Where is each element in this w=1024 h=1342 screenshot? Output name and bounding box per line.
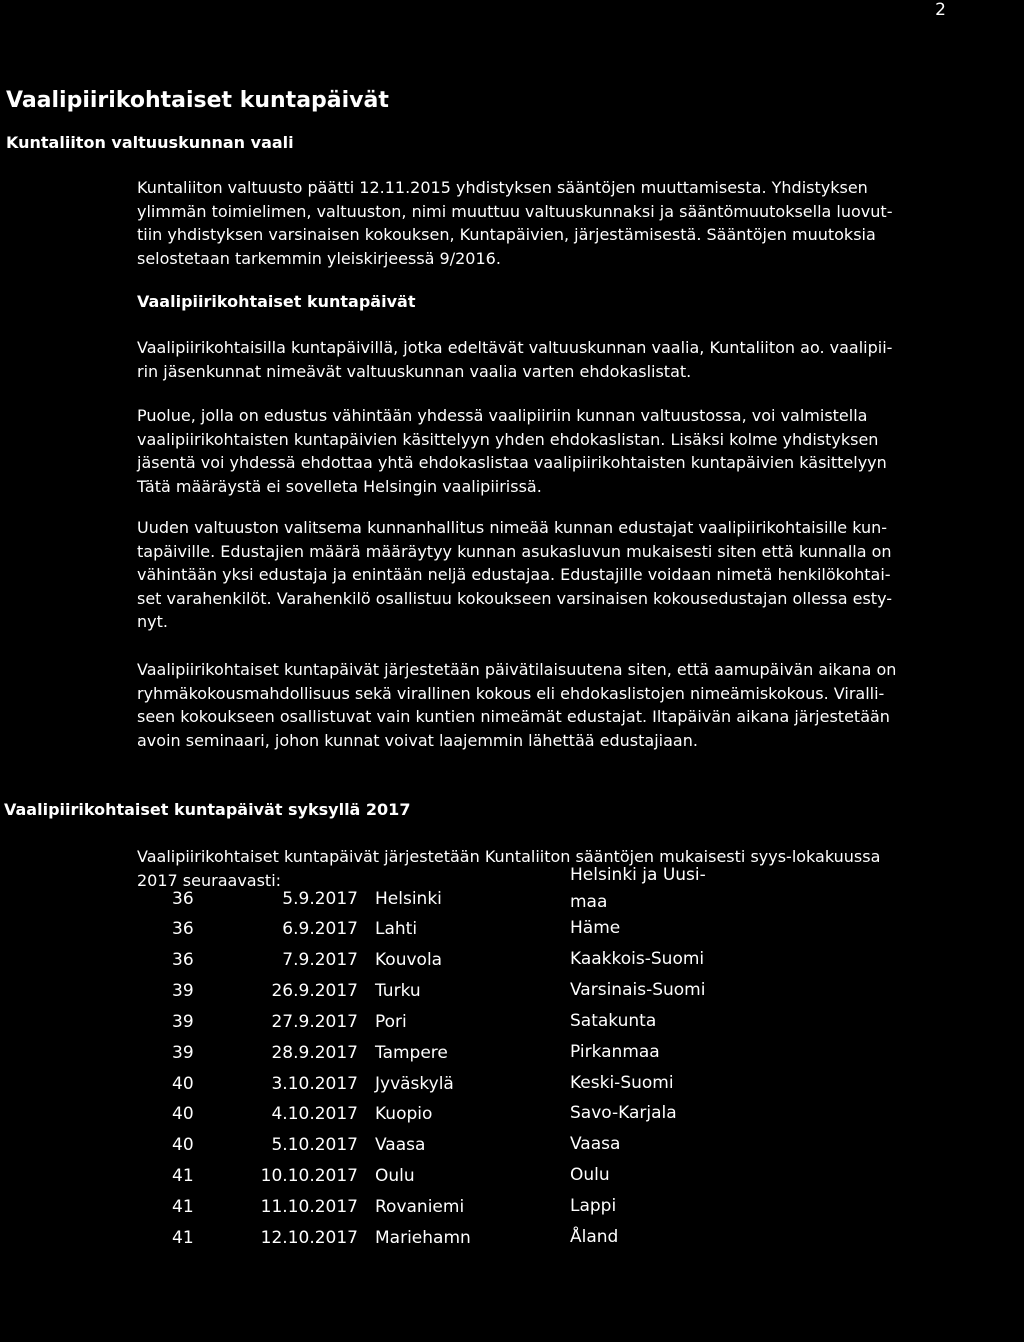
schedule-week: 39: [172, 1011, 194, 1032]
paragraph-line: vähintään yksi edustaja ja enintään neljä edustajaa. Edustajille voidaan nimetä henkilökohtai-: [137, 565, 891, 585]
schedule-region: [570, 1162, 610, 1189]
schedule-date: 7.9.2017: [282, 949, 358, 970]
schedule-city: Kouvola: [375, 949, 443, 970]
schedule-city: Rovaniemi: [375, 1197, 465, 1218]
schedule-region: [570, 862, 706, 916]
schedule-city: Turku: [375, 980, 421, 1001]
schedule-date: 4.10.2017: [271, 1104, 358, 1125]
paragraph-line: tapäiville. Edustajien määrä määräytyy kunnan asukasluvun mukaisesti siten että kunnalla on: [137, 541, 892, 561]
schedule-region: [570, 1224, 618, 1251]
schedule-region: [570, 1008, 656, 1035]
schedule-region-line: maa: [570, 892, 608, 912]
section-heading-kuntapaivat: Vaalipiirikohtaiset kuntapäivät: [137, 292, 416, 311]
schedule-date: 27.9.2017: [271, 1011, 358, 1032]
schedule-week: 40: [172, 1135, 194, 1156]
paragraph-line: avoin seminaari, johon kunnat voivat laajemmin lähettää edustajiaan.: [137, 730, 698, 750]
paragraph-line: seen kokoukseen osallistuvat vain kuntien nimeämät edustajat. Iltapäivän aikana järjestetään: [137, 707, 890, 727]
schedule-date: 26.9.2017: [271, 980, 358, 1001]
schedule-region-line: Oulu: [570, 1165, 610, 1186]
schedule-region-line: Häme: [570, 918, 621, 938]
schedule-date: 5.9.2017: [282, 889, 358, 909]
schedule-region-line: Keski-Suomi: [570, 1072, 674, 1093]
schedule-region: [570, 1070, 674, 1097]
schedule-city: Vaasa: [375, 1135, 426, 1156]
schedule-region-line: Varsinais-Suomi: [570, 979, 706, 1000]
schedule-region: [570, 1131, 620, 1158]
schedule-week: 41: [172, 1228, 194, 1248]
schedule-date: 3.10.2017: [271, 1073, 358, 1094]
schedule-week: 41: [172, 1166, 194, 1187]
paragraph-line: jäsentä voi yhdessä ehdottaa yhtä ehdokaslistaa vaalipiirikohtaisten kuntapäivien käsittelyyn: [137, 453, 887, 473]
schedule-date: 11.10.2017: [260, 1197, 358, 1218]
schedule-week: 36: [172, 889, 194, 909]
schedule-week: 36: [172, 919, 194, 939]
schedule-week: 40: [172, 1073, 194, 1094]
schedule-city: Oulu: [375, 1166, 415, 1187]
schedule-week: 39: [172, 1042, 194, 1063]
schedule-region: [570, 946, 704, 973]
paragraph-line: tiin yhdistyksen varsinaisen kokouksen, Kuntapäivien, järjestämisestä. Sääntöjen muutoksia: [137, 225, 876, 245]
schedule-date: 10.10.2017: [260, 1166, 358, 1187]
paragraph-line: ryhmäkokousmahdollisuus sekä virallinen kokous eli ehdokaslistojen nimeämiskokous. Viralli-: [137, 683, 885, 703]
schedule-city: Pori: [375, 1011, 407, 1032]
schedule-date: 28.9.2017: [271, 1042, 358, 1063]
paragraph-line: set varahenkilöt. Varahenkilö osallistuu kokoukseen varsinaisen kokousedustajan ollessa esty-: [137, 588, 893, 608]
schedule-date: 5.10.2017: [271, 1135, 358, 1156]
schedule-region-line: Satakunta: [570, 1010, 657, 1031]
schedule-week: 36: [172, 949, 194, 970]
schedule-week: 39: [172, 980, 194, 1001]
schedule-region-line: Vaasa: [570, 1134, 621, 1155]
section-heading-syksylla-2017: Vaalipiirikohtaiset kuntapäivät syksyllä 2017: [4, 800, 411, 819]
paragraph-line: Vaalipiirikohtaisilla kuntapäivillä, jotka edeltävät valtuuskunnan vaalia, Kuntaliiton ao. vaalipii-: [137, 338, 893, 357]
schedule-week: 41: [172, 1197, 194, 1218]
schedule-city: Lahti: [375, 919, 418, 939]
schedule-region-line: Savo-Karjala: [570, 1103, 677, 1124]
paragraph-line: Tätä määräystä ei sovelleta Helsingin vaalipiirissä.: [137, 476, 542, 496]
schedule-date: 6.9.2017: [282, 919, 358, 939]
schedule-date: 12.10.2017: [260, 1228, 358, 1248]
schedule-region: [570, 977, 705, 1004]
paragraph-line: vaalipiirikohtaisten kuntapäivien käsittelyyn yhden ehdokaslistan. Lisäksi kolme yhdistyksen: [137, 429, 879, 449]
page-title: Vaalipiirikohtaiset kuntapäivät: [6, 88, 389, 113]
paragraph-line: Uuden valtuuston valitsema kunnanhallitus nimeää kunnan edustajat vaalipiirikohtaisille kun-: [137, 518, 888, 537]
section-heading-valtuuskunnan-vaali: Kuntaliiton valtuuskunnan vaali: [6, 133, 294, 152]
schedule-region-line: Lappi: [570, 1196, 617, 1217]
paragraph-line: ylimmän toimielimen, valtuuston, nimi muuttuu valtuuskunnaksi ja sääntömuutoksella luovut-: [137, 201, 893, 221]
paragraph-line: rin jäsenkunnat nimeävät valtuuskunnan vaalia varten ehdokaslistat.: [137, 361, 692, 381]
paragraph-line: Puolue, jolla on edustus vähintään yhdessä vaalipiiriin kunnan valtuustossa, voi valmistella: [137, 406, 868, 425]
schedule-city: Helsinki: [375, 889, 442, 909]
schedule-region: [570, 1039, 660, 1066]
schedule-region-line: Helsinki ja Uusi-: [570, 865, 706, 885]
paragraph-line: 2017 seuraavasti:: [137, 870, 282, 890]
schedule-city: Tampere: [375, 1042, 448, 1063]
paragraph-line: Vaalipiirikohtaiset kuntapäivät järjestetään Kuntaliiton sääntöjen mukaisesti syys-lokakuussa: [137, 847, 881, 866]
schedule-region: [570, 915, 620, 942]
schedule-region: [570, 1193, 616, 1220]
paragraph-line: Kuntaliiton valtuusto päätti 12.11.2015 yhdistyksen sääntöjen muuttamisesta. Yhdistyksen: [137, 178, 868, 197]
paragraph-line: Vaalipiirikohtaiset kuntapäivät järjestetään päivätilaisuutena siten, että aamupäivän aikana on: [137, 660, 897, 679]
schedule-region-line: Pirkanmaa: [570, 1041, 660, 1062]
schedule-week: 40: [172, 1104, 194, 1125]
schedule-city: Mariehamn: [375, 1228, 471, 1248]
paragraph-line: selostetaan tarkemmin yleiskirjeessä 9/2016.: [137, 248, 501, 268]
schedule-region-line: Kaakkois-Suomi: [570, 948, 705, 969]
schedule-city: Jyväskylä: [375, 1073, 454, 1094]
paragraph-line: nyt.: [137, 612, 168, 632]
schedule-region: [570, 1100, 677, 1127]
schedule-city: Kuopio: [375, 1104, 433, 1125]
page-number: 2: [935, 0, 946, 20]
schedule-region-line: Åland: [570, 1227, 619, 1247]
